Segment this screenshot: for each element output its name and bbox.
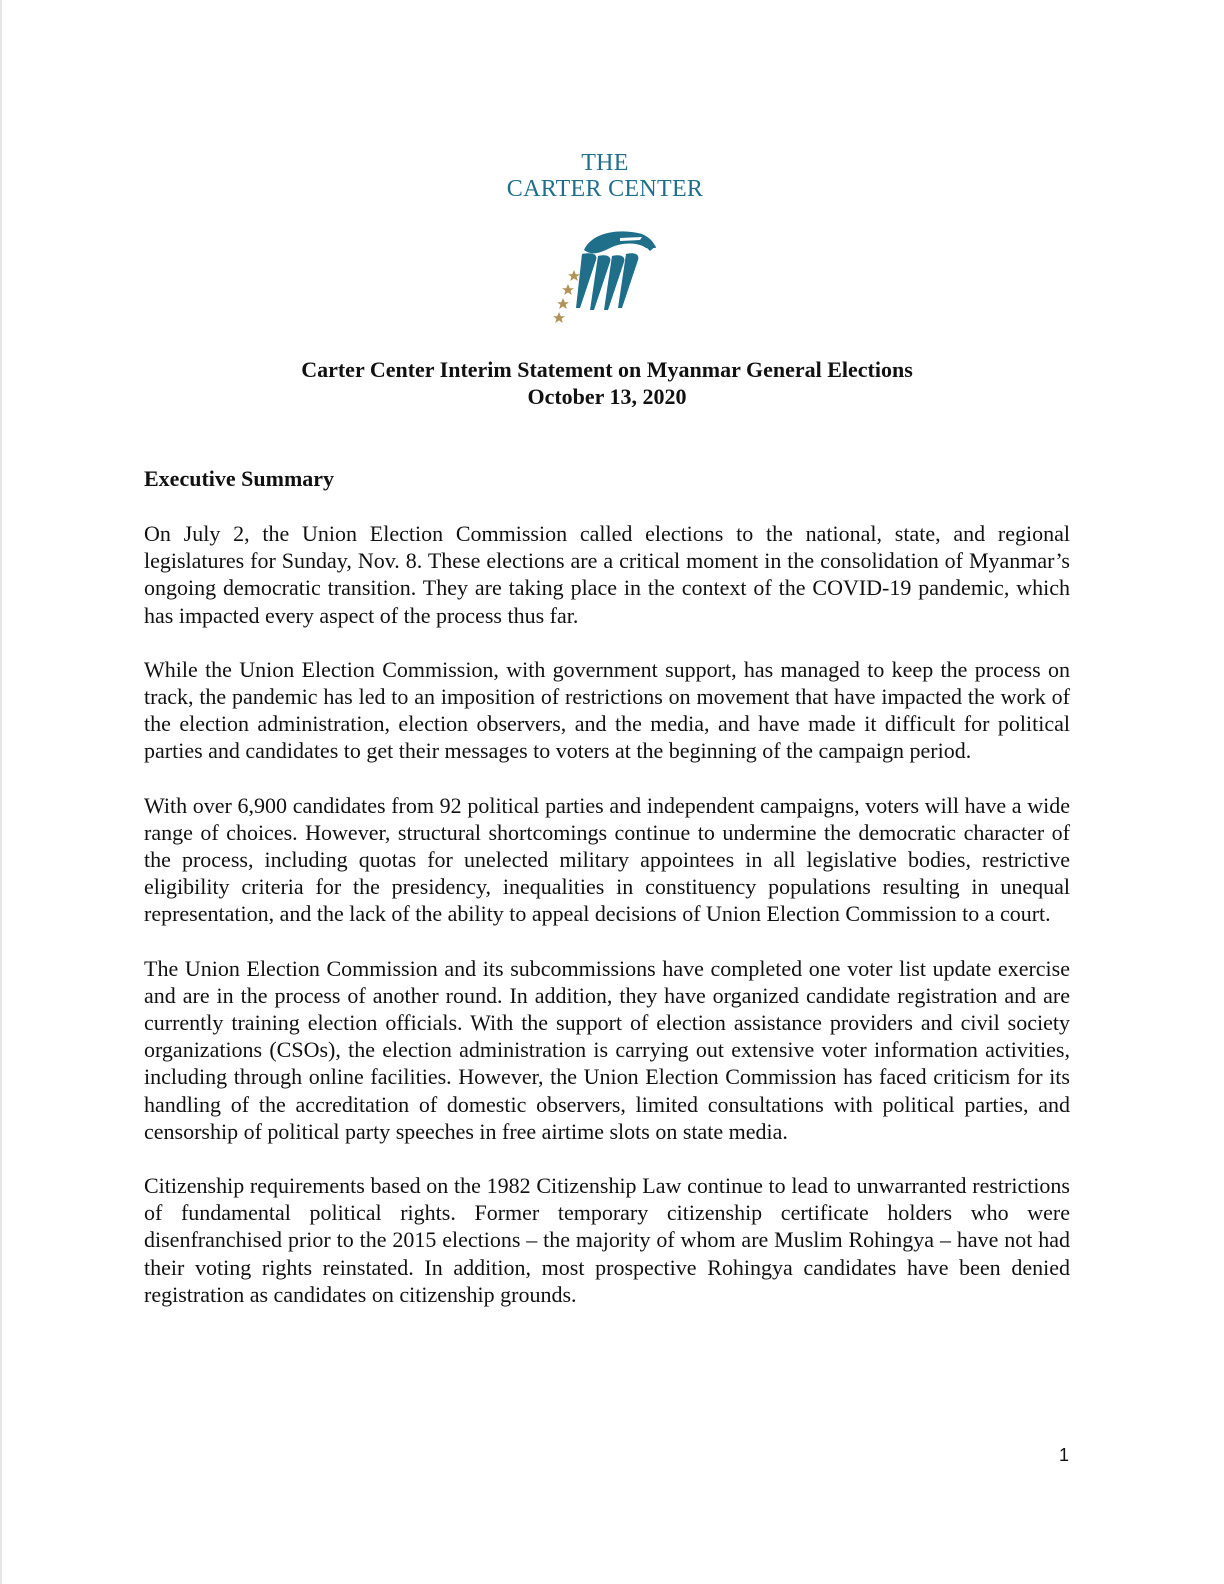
paragraph: With over 6,900 candidates from 92 political parties and independent campaigns, voters will have a wide range of choices. However, structural shortcomings continue to undermine the democratic character of the process, including quotas for unelected military appointees in all legislative bodies, restrictive eligibility criteria for the presidency, inequalities in constituency populations resulting in unequal representation, and the lack of the ability to appeal decisions of Union Election Commission to a court. (144, 792, 1070, 927)
logo-line-the: THE (581, 150, 629, 176)
title-line: Carter Center Interim Statement on Myanmar General Elections (301, 357, 913, 382)
carter-center-logo-text (0, 150, 1210, 202)
page-edge (0, 0, 2, 1584)
date-line: October 13, 2020 (527, 384, 687, 409)
paragraph: On July 2, the Union Election Commission called elections to the national, state, and regional legislatures for Sunday, Nov. 8. These elections are a critical moment in the consolidation of Myanmar’s ongoing democratic transition. They are taking place in the context of the COVID-19 pandemic, which has impacted every aspect of the process thus far. (144, 521, 1070, 628)
section-heading: Executive Summary (144, 466, 335, 491)
paragraph: Citizenship requirements based on the 1982 Citizenship Law continue to lead to unwarranted restrictions of fundamental political rights. Former temporary citizenship certificate holders who were disenfranchised prior to the 2015 elections – the majority of whom are Muslim Rohingya – have not had their voting rights reinstated. In addition, most prospective Rohingya candidates have been denied registration as candidates on citizenship grounds. (144, 1173, 1070, 1307)
eagle-with-stars-icon (550, 224, 660, 326)
executive-summary-body (144, 520, 1070, 1335)
paragraph: While the Union Election Commission, with government support, has managed to keep the process on track, the pandemic has led to an imposition of restrictions on movement that have impacted the work of the election administration, election observers, and the media, and have made it difficult for political parties and candidates to get their messages to voters at the beginning of the campaign period. (144, 656, 1070, 764)
logo-line-carter-center: CARTER CENTER (506, 176, 704, 202)
page-number: 1 (1058, 1445, 1069, 1465)
document-title (0, 356, 1214, 410)
paragraph: The Union Election Commission and its subcommissions have completed one voter list update exercise and are in the process of another round. In addition, they have organized candidate registration and are currently training election officials. With the support of election assistance providers and civil society organizations (CSOs), the election administration is carrying out extensive voter information activities, including through online facilities. However, the Union Election Commission has faced criticism for its handling of the accreditation of domestic observers, limited consultations with political parties, and censorship of political party speeches in free airtime slots on state media. (144, 955, 1070, 1144)
